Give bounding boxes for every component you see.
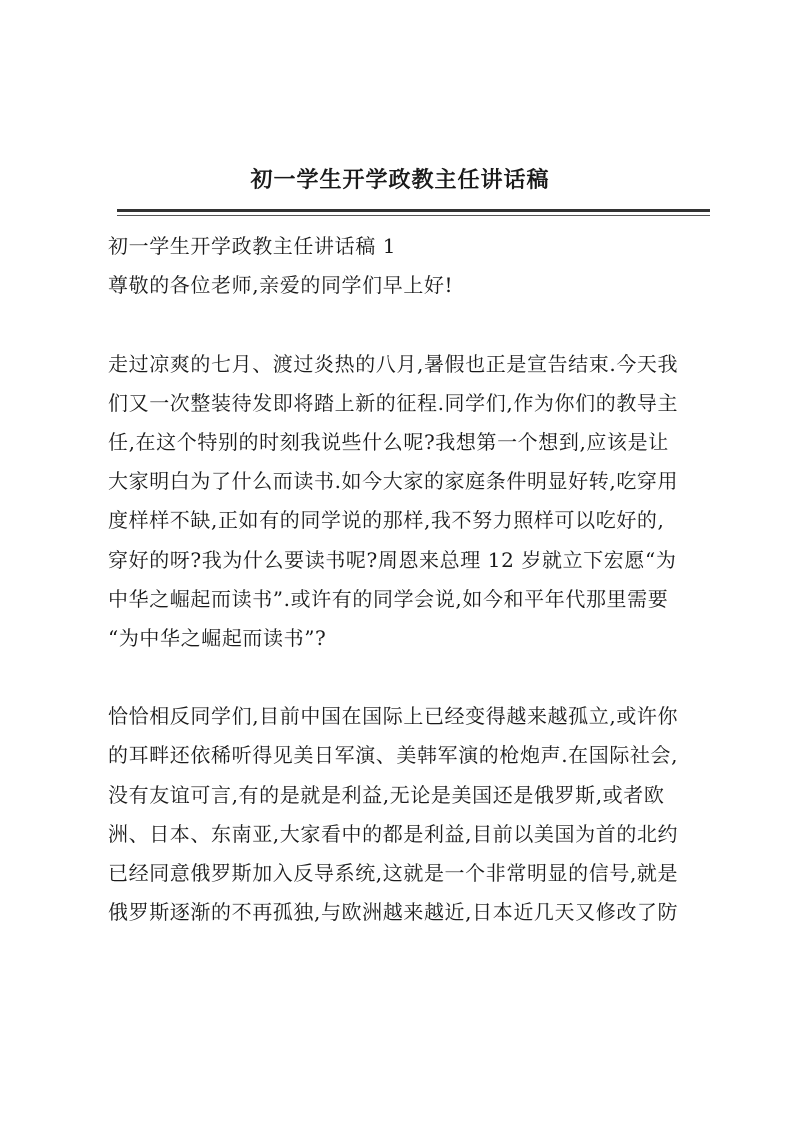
document-title: 初一学生开学政教主任讲话稿 [250,167,550,193]
paragraph-spacer [108,658,712,697]
paragraph-line: 恰恰相反同学们,目前中国在国际上已经变得越来越孤立,或许你 [108,704,679,729]
paragraph-1 [108,345,712,659]
title-divider [117,209,710,212]
paragraph-line: “为中华之崛起而读书”? [108,625,327,650]
paragraph-line: 们又一次整装待发即将踏上新的征程.同学们,作为你们的教导主 [108,390,679,415]
paragraph-line: 任,在这个特别的时刻我说些什么呢?我想第一个想到,应该是让 [108,429,669,454]
greeting-line: 尊敬的各位老师,亲爱的同学们早上好! [108,273,454,298]
paragraph-line: 的耳畔还依稀听得见美日军演、美韩军演的枪炮声.在国际社会, [108,743,679,768]
title-divider-thin [117,215,710,216]
document-body [108,227,712,932]
paragraph-line: 洲、日本、东南亚,大家看中的都是利益,目前以美国为首的北约 [108,821,679,846]
paragraph-spacer [108,305,712,344]
paragraph-line: 穿好的呀?我为什么要读书呢?周恩来总理 12 岁就立下宏愿“为 [108,547,677,572]
paragraph-line: 已经同意俄罗斯加入反导系统,这就是一个非常明显的信号,就是 [108,861,679,885]
paragraph-line: 中华之崛起而读书”.或许有的同学会说,如今和平年代那里需要 [108,586,669,611]
section-heading: 初一学生开学政教主任讲话稿 1 [108,234,397,258]
paragraph-2 [108,697,712,932]
paragraph-line: 大家明白为了什么而读书.如今大家的家庭条件明显好转,吃穿用 [108,469,679,494]
paragraph-line: 没有友谊可言,有的是就是利益,无论是美国还是俄罗斯,或者欧 [108,782,665,807]
paragraph-line: 俄罗斯逐渐的不再孤独,与欧洲越来越近,日本近几天又修改了防 [108,900,679,925]
paragraph-line: 度样样不缺,正如有的同学说的那样,我不努力照样可以吃好的, [108,508,665,533]
paragraph-line: 走过凉爽的七月、渡过炎热的八月,暑假也正是宣告结束.今天我 [108,351,679,376]
